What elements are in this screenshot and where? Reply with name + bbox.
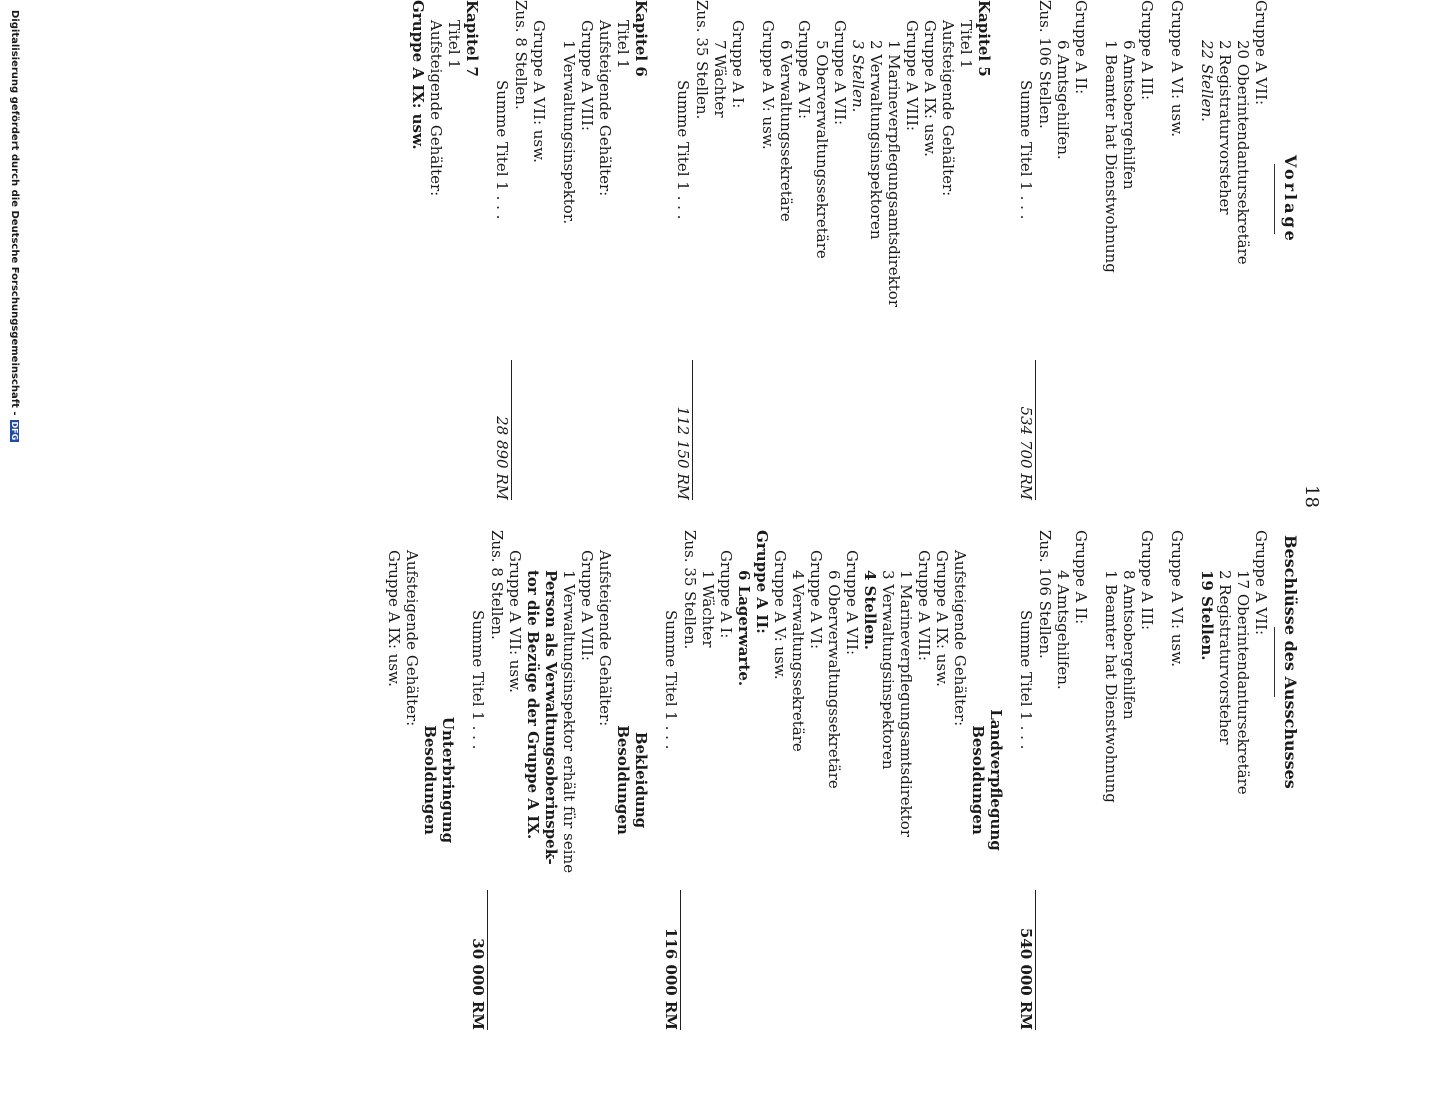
dfg-logo: DFG — [10, 421, 19, 441]
text-line: Gruppe A VI: usw. — [1168, 0, 1186, 138]
sum-value: 28 890 RM — [493, 416, 511, 500]
text-line: Kapitel 7 — [463, 0, 481, 77]
text-line: Gruppe A VI: — [807, 550, 825, 650]
text-line: Aufsteigende Gehälter: — [596, 550, 614, 727]
text-line: 2 Verwaltungsinspektoren — [867, 40, 885, 240]
text-line: Gruppe A VII: — [1252, 0, 1270, 105]
text-line: Titel 1 — [614, 20, 632, 69]
text-line: 6 Verwaltungssekretäre — [777, 40, 795, 222]
sum-label: Summe Titel 1 . . . — [493, 80, 511, 220]
digitization-footer — [0, 0, 22, 1000]
footer-text: Digitalisierung gefördert durch die Deutsche Forschungsgemeinschaft - — [9, 10, 20, 416]
text-line: Besoldungen — [614, 725, 632, 835]
text-line: 1 Marineverpflegungsamtsdirektor — [897, 570, 915, 838]
text-line: 1 Verwaltungsinspektor. — [560, 40, 578, 225]
text-line: Kapitel 6 — [632, 0, 650, 77]
text-line: Zus. 106 Stellen. — [1036, 530, 1054, 659]
document-page — [110, 0, 1330, 1110]
text-line: 19 Stellen. — [1198, 570, 1216, 661]
text-line: 6 Amtsobergehilfen — [1120, 40, 1138, 190]
sum-line — [662, 530, 680, 1030]
text-line: Besoldungen — [421, 725, 439, 835]
text-line: 7 Wächter — [711, 40, 729, 118]
sum-value: 534 700 RM — [1017, 406, 1035, 500]
text-line: 3 Stellen. — [849, 40, 867, 113]
text-line: Aufsteigende Gehälter: — [403, 550, 421, 727]
text-line: Zus. 8 Stellen. — [512, 0, 530, 110]
text-line: Person als Verwaltungsoberinspek- — [542, 570, 560, 865]
text-line: Gruppe A VIII: — [578, 550, 596, 661]
text-line: Gruppe A IX: usw. — [409, 0, 427, 150]
text-line: 1 Wächter — [699, 570, 717, 648]
text-line: Aufsteigende Gehälter: — [939, 20, 957, 197]
right-column-header — [1274, 535, 1300, 789]
text-line: Kapitel 5 — [975, 0, 993, 77]
text-line: Gruppe A II: — [1072, 0, 1090, 95]
right-header-text: Beschlüsse des Ausschusses — [1281, 535, 1300, 789]
sum-label: Summe Titel 1 . . . — [674, 80, 692, 220]
text-line: Zus. 35 Stellen. — [681, 530, 699, 650]
sum-value: 116 000 RM — [662, 927, 680, 1030]
text-line: 1 Verwaltungsinspektor erhält für seine — [560, 570, 578, 874]
text-line: 3 Verwaltungsinspektoren — [879, 570, 897, 770]
text-line: 6 Amtsgehilfen. — [1054, 40, 1072, 160]
sum-value: 112 150 RM — [674, 406, 692, 500]
text-line: Zus. 8 Stellen. — [488, 530, 506, 640]
text-line: Zus. 35 Stellen. — [693, 0, 711, 120]
text-line: Bekleidung — [632, 731, 650, 829]
right-column — [385, 530, 1270, 1030]
text-line: 4 Amtsgehilfen. — [1054, 570, 1072, 690]
text-line: Besoldungen — [969, 725, 987, 835]
text-line: Gruppe A I: — [729, 20, 747, 109]
text-line: Zus. 106 Stellen. — [1036, 0, 1054, 129]
text-line: 4 Verwaltungssekretäre — [789, 570, 807, 752]
sum-line — [493, 0, 511, 500]
text-line: Gruppe A VI: — [795, 20, 813, 120]
sum-line — [674, 0, 692, 500]
text-line: 1 Marineverpflegungsamtsdirektor — [885, 40, 903, 308]
text-line: Aufsteigende Gehälter: — [596, 20, 614, 197]
text-line: Gruppe A VII: — [1252, 530, 1270, 635]
text-line: Gruppe A VIII: — [915, 550, 933, 661]
text-line: Gruppe A VII: usw. — [506, 550, 524, 693]
text-line: Titel 1 — [957, 20, 975, 69]
text-line: Aufsteigende Gehälter: — [427, 20, 445, 197]
sum-label: Summe Titel 1 . . . — [1017, 80, 1035, 220]
text-line: Gruppe A II: — [1072, 530, 1090, 625]
text-line: 2 Registraturvorsteher — [1216, 570, 1234, 745]
text-line: Titel 1 — [445, 20, 463, 69]
text-line: Gruppe A V: usw. — [759, 20, 777, 150]
text-line: 22 Stellen. — [1198, 40, 1216, 122]
text-line: 1 Beamter hat Dienstwohnung — [1102, 40, 1120, 273]
sum-label: Summe Titel 1 . . . — [1017, 610, 1035, 750]
text-line: Gruppe A V: usw. — [771, 550, 789, 680]
text-line: 2 Registraturvorsteher — [1216, 40, 1234, 215]
text-line: 20 Oberintendantursekretäre — [1234, 40, 1252, 265]
text-line: Gruppe A IX: usw. — [933, 550, 951, 687]
text-line: Gruppe A VI: usw. — [1168, 530, 1186, 668]
sum-label: Summe Titel 1 . . . — [469, 610, 487, 750]
sum-label: Summe Titel 1 . . . — [662, 610, 680, 750]
sum-line — [1017, 530, 1035, 1030]
text-line: Gruppe A VII: — [831, 20, 849, 125]
text-line: 1 Beamter hat Dienstwohnung — [1102, 570, 1120, 803]
text-line: 6 Oberverwaltungssekretäre — [825, 570, 843, 789]
left-column — [409, 0, 1270, 500]
text-line: Gruppe A I: — [717, 550, 735, 639]
text-line: 5 Oberverwaltungssekretäre — [813, 40, 831, 259]
text-line: 8 Amtsobergehilfen — [1120, 570, 1138, 720]
text-line: Gruppe A II: — [753, 530, 771, 634]
text-line: Gruppe A VIII: — [578, 20, 596, 131]
sum-value: 30 000 RM — [469, 938, 487, 1030]
text-line: 6 Lagerwarte. — [735, 570, 753, 687]
sum-value: 540 000 RM — [1017, 927, 1035, 1030]
text-line: 4 Stellen. — [861, 570, 879, 651]
page-number: 18 — [1301, 485, 1322, 508]
text-line: Unterbringung — [439, 716, 457, 844]
left-column-header — [1274, 155, 1300, 244]
right-header-rule — [1274, 627, 1275, 697]
text-line: Gruppe A III: — [1138, 0, 1156, 101]
left-header-rule — [1274, 164, 1275, 234]
text-line: Gruppe A VII: — [843, 550, 861, 655]
text-line: Gruppe A VIII: — [903, 20, 921, 131]
text-line: 17 Oberintendantursekretäre — [1234, 570, 1252, 795]
left-header-text: Vorlage — [1281, 155, 1300, 244]
text-line: Landverpflegung — [987, 709, 1005, 851]
text-line: tor die Bezüge der Gruppe A IX. — [524, 570, 542, 840]
text-line: Gruppe A III: — [1138, 530, 1156, 631]
text-line: Aufsteigende Gehälter: — [951, 550, 969, 727]
sum-line — [469, 530, 487, 1030]
text-line: Gruppe A IX: usw. — [921, 20, 939, 157]
text-line: Gruppe A IX: usw. — [385, 550, 403, 687]
text-line: Gruppe A VII: usw. — [530, 20, 548, 163]
sum-line — [1017, 0, 1035, 500]
